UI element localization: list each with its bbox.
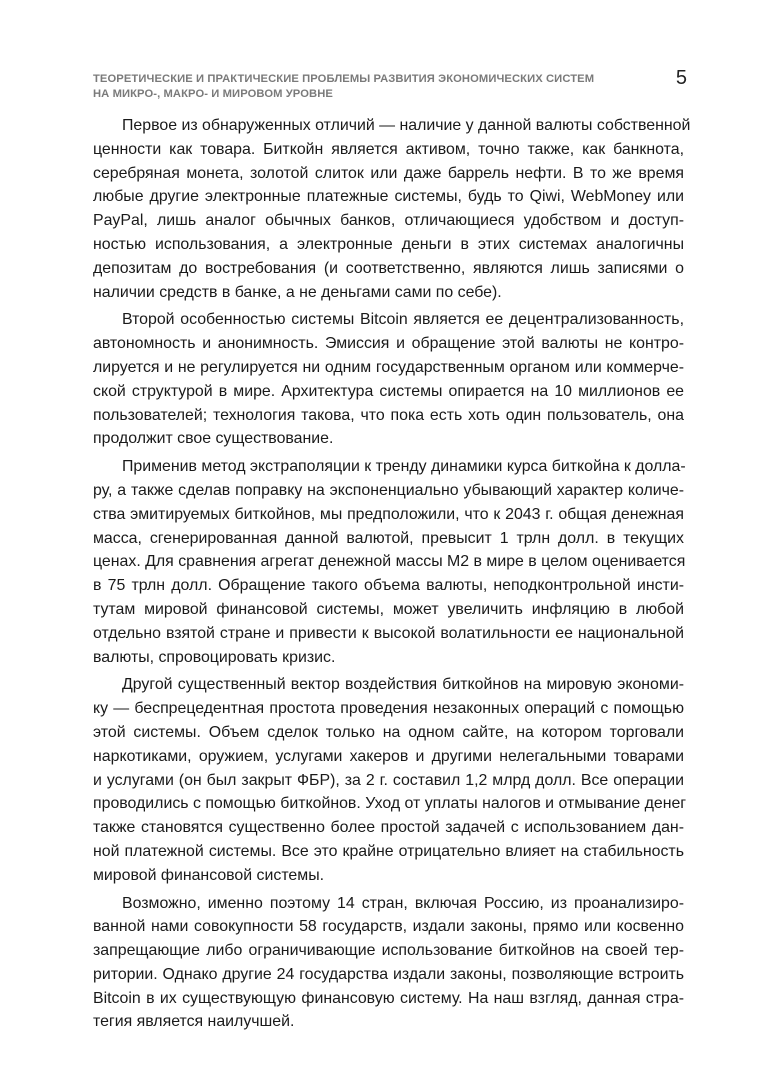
text-line: масса, сгенерированная данной валютой, превысит 1 трлн долл. в текущих bbox=[93, 529, 684, 547]
text-line: депозитам до востребования (и соответственно, являются лишь записями о bbox=[93, 259, 684, 277]
text-line: ценности как товара. Биткойн является активом, точно также, как банкнота, bbox=[93, 140, 684, 158]
text-line: отдельно взятой стране и привести к высокой волатильности ее национальной bbox=[93, 624, 684, 642]
text-line: валюты, спровоцировать кризис. bbox=[93, 648, 336, 666]
text-line: наличии средств в банке, а не деньгами сами по себе). bbox=[93, 283, 502, 301]
text-line: также становятся существенно более простой задачей с использованием дан- bbox=[93, 819, 684, 837]
text-line: Второй особенностью системы Bitcoin является ее децентрализованность, bbox=[122, 311, 684, 329]
text-line: в 75 трлн долл. Обращение такого объема валюты, неподконтрольной инсти- bbox=[93, 577, 684, 595]
body-text bbox=[93, 114, 691, 1038]
text-line: продолжит свое существование. bbox=[93, 430, 334, 448]
text-line: любые другие электронные платежные системы, будь то Qiwi, WebMoney или bbox=[93, 188, 684, 206]
text-line: Применив метод экстраполяции к тренду динамики курса биткойна к долла- bbox=[122, 458, 686, 476]
page-number: 5 bbox=[675, 67, 687, 89]
text-line: ской структурой в мире. Архитектура системы опирается на 10 миллионов ее bbox=[93, 382, 684, 400]
text-line: мировой финансовой системы. bbox=[93, 866, 325, 884]
text-line: ценах. Для сравнения агрегат денежной массы М2 в мире в целом оценивается bbox=[93, 553, 686, 571]
text-line: Другой существенный вектор воздействия биткойнов на мировую экономи- bbox=[122, 676, 684, 694]
text-line: ритории. Однако другие 24 государства издали законы, позволяющие встроить bbox=[93, 965, 684, 983]
text-line: ностью использования, а электронные деньги в этих системах аналогичны bbox=[93, 235, 684, 253]
text-line: ства эмитируемых биткойнов, мы предположили, что к 2043 г. общая денежная bbox=[93, 505, 684, 523]
text-line: PayPal, лишь аналог обычных банков, отличающиеся удобством и доступ- bbox=[93, 212, 684, 230]
paragraph bbox=[93, 673, 687, 887]
text-line: Первое из обнаруженных отличий — наличие у данной валюты собственной bbox=[122, 117, 691, 134]
text-line: ку — беспрецедентная простота проведения незаконных операций с помощью bbox=[93, 700, 684, 718]
text-line: наркотиками, оружием, услугами хакеров и другими нелегальными товарами bbox=[93, 747, 684, 765]
text-line: ванной нами совокупности 58 государств, издали законы, прямо или косвенно bbox=[93, 918, 684, 936]
text-line: тутам мировой финансовой системы, может увеличить инфляцию в любой bbox=[93, 600, 684, 618]
text-line: запрещающие либо ограничивающие использование биткойнов на своей тер- bbox=[93, 942, 684, 960]
running-head-line: НА МИКРО-, МАКРО- И МИРОВОМ УРОВНЕ bbox=[93, 88, 333, 100]
running-head bbox=[93, 72, 653, 102]
text-line: этой системы. Объем сделок только на одном сайте, на котором торговали bbox=[93, 723, 684, 741]
text-line: тегия является наилучшей. bbox=[93, 1013, 295, 1031]
text-line: Bitcoin в их существующую финансовую систему. На наш взгляд, данная стра- bbox=[93, 989, 684, 1007]
text-line: автономность и анонимность. Эмиссия и обращение этой валюты не контро- bbox=[93, 335, 684, 353]
text-line: пользователей; технология такова, что пока есть хоть один пользователь, она bbox=[93, 406, 684, 424]
text-line: Возможно, именно поэтому 14 стран, включая Россию, из проанализиро- bbox=[122, 894, 684, 912]
text-line: серебряная монета, золотой слиток или даже баррель нефти. В то же время bbox=[93, 164, 684, 182]
text-line: ной платежной системы. Все это крайне отрицательно влияет на стабильность bbox=[93, 842, 684, 860]
text-line: лируется и не регулируется ни одним государственным органом или коммерче- bbox=[93, 358, 684, 376]
paragraph bbox=[93, 455, 684, 669]
text-line: и услугами (он был закрыт ФБР), за 2 г. составил 1,2 млрд долл. Все операции bbox=[93, 771, 684, 789]
paragraph bbox=[93, 892, 684, 1035]
paragraph bbox=[93, 308, 684, 451]
text-line: проводились с помощью биткойнов. Уход от уплаты налогов и отмывание денег bbox=[93, 795, 687, 813]
text-line: ру, а также сделав поправку на экспоненциально убывающий характер количе- bbox=[93, 481, 684, 499]
running-head-line: ТЕОРЕТИЧЕСКИЕ И ПРАКТИЧЕСКИЕ ПРОБЛЕМЫ РАЗВИТИЯ ЭКОНОМИЧЕСКИХ СИСТЕМ bbox=[93, 73, 595, 85]
paragraph bbox=[93, 114, 691, 304]
